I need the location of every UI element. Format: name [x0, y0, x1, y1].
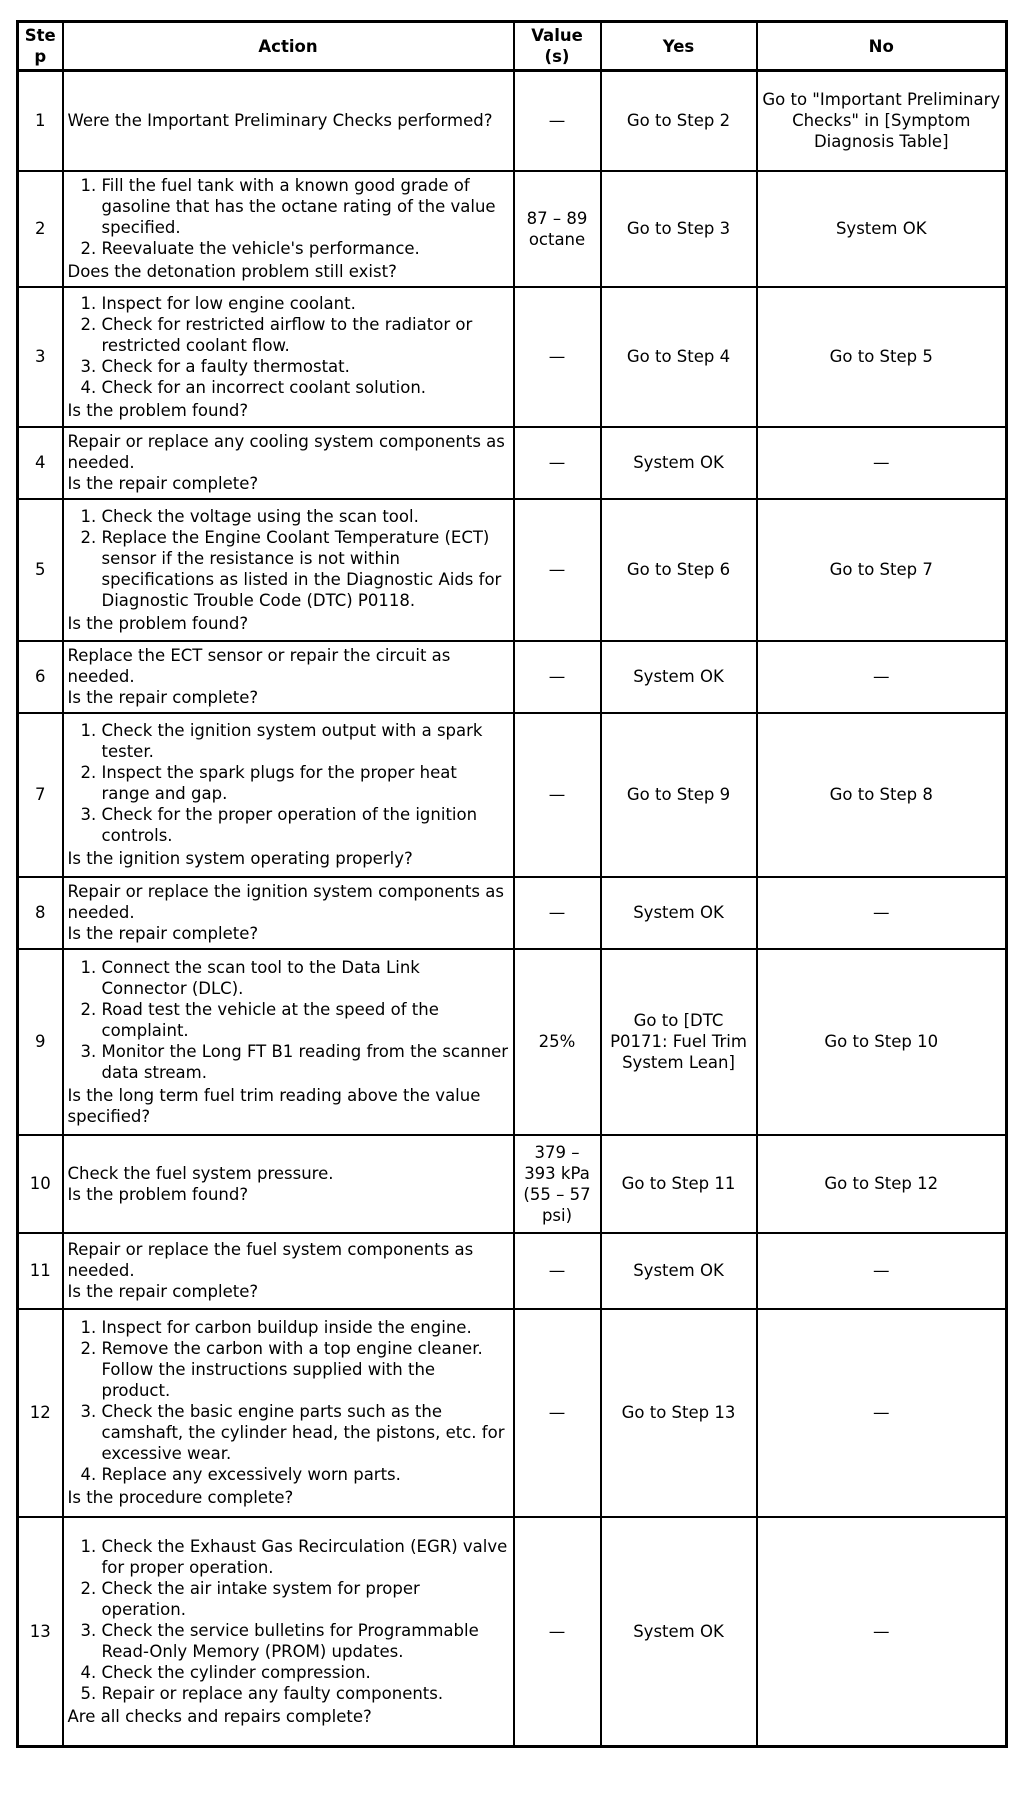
yes-cell: System OK — [601, 641, 757, 713]
action-steps-list — [68, 293, 509, 398]
table-row — [18, 499, 1007, 641]
action-question: Is the procedure complete? — [67, 1488, 294, 1507]
action-cell — [63, 877, 514, 949]
action-step-item: 2. Road test the vehicle at the speed of the complaint. — [102, 999, 509, 1041]
action-steps-list — [68, 175, 509, 259]
header-no: No — [757, 22, 1007, 71]
action-question: Does the detonation problem still exist? — [67, 262, 397, 281]
action-question: Are all checks and repairs complete? — [67, 1706, 372, 1726]
table-row — [18, 1135, 1007, 1233]
value-cell: — — [514, 877, 601, 949]
diagnostic-table — [16, 20, 1008, 1748]
step-number: 2 — [18, 171, 63, 287]
action-steps-list — [68, 1317, 509, 1485]
table-row — [18, 641, 1007, 713]
value-cell: 25% — [514, 949, 601, 1135]
value-cell: — — [514, 641, 601, 713]
action-text: Replace the ECT sensor or repair the circuit as needed. — [67, 646, 451, 686]
value-cell: — — [514, 1233, 601, 1309]
action-text: Check the fuel system pressure. — [67, 1163, 334, 1183]
no-cell: Go to Step 8 — [757, 713, 1007, 877]
no-cell: — — [757, 427, 1007, 499]
action-text: Were the Important Preliminary Checks performed? — [67, 111, 493, 131]
step-number: 12 — [18, 1309, 63, 1517]
action-step-item: 1. Inspect for carbon buildup inside the engine. — [102, 1317, 509, 1338]
action-step-item: 2. Remove the carbon with a top engine cleaner. Follow the instructions supplied with the product. — [102, 1338, 509, 1401]
action-step-item: 3. Check for a faulty thermostat. — [102, 356, 509, 377]
action-steps-list — [68, 1536, 509, 1704]
value-cell: 87 – 89 octane — [514, 171, 601, 287]
yes-cell: System OK — [601, 1233, 757, 1309]
action-cell — [63, 287, 514, 427]
diagnostic-table-container — [16, 20, 1005, 1748]
yes-cell: Go to Step 2 — [601, 71, 757, 171]
action-step-item: 1. Inspect for low engine coolant. — [102, 293, 509, 314]
step-number: 3 — [18, 287, 63, 427]
table-row — [18, 949, 1007, 1135]
yes-cell: Go to Step 4 — [601, 287, 757, 427]
action-step-item: 1. Fill the fuel tank with a known good grade of gasoline that has the octane rating of the value specified. — [102, 175, 509, 238]
action-step-item: 1. Check the Exhaust Gas Recirculation (EGR) valve for proper operation. — [102, 1536, 509, 1578]
no-cell: Go to "Important Preliminary Checks" in [Symptom Diagnosis Table] — [757, 71, 1007, 171]
value-cell: — — [514, 71, 601, 171]
value-cell: — — [514, 427, 601, 499]
action-cell — [63, 641, 514, 713]
yes-cell: Go to Step 9 — [601, 713, 757, 877]
table-row — [18, 427, 1007, 499]
table-row — [18, 71, 1007, 171]
header-step: Step — [18, 22, 63, 71]
action-step-item: 1. Check the ignition system output with a spark tester. — [102, 720, 509, 762]
step-number: 9 — [18, 949, 63, 1135]
action-cell — [63, 1309, 514, 1517]
yes-cell: System OK — [601, 427, 757, 499]
no-cell: — — [757, 1517, 1007, 1747]
action-cell — [63, 713, 514, 877]
action-question: Is the problem found? — [67, 400, 249, 420]
value-cell: — — [514, 499, 601, 641]
value-cell: — — [514, 713, 601, 877]
action-step-item: 4. Check for an incorrect coolant solution. — [102, 377, 509, 398]
yes-cell: Go to Step 3 — [601, 171, 757, 287]
step-number: 7 — [18, 713, 63, 877]
action-question: Is the problem found? — [67, 613, 249, 633]
yes-cell: Go to Step 11 — [601, 1135, 757, 1233]
yes-cell: Go to Step 13 — [601, 1309, 757, 1517]
step-number: 13 — [18, 1517, 63, 1747]
action-cell — [63, 1517, 514, 1747]
action-cell — [63, 71, 514, 171]
table-row — [18, 1233, 1007, 1309]
action-cell — [63, 1233, 514, 1309]
step-number: 6 — [18, 641, 63, 713]
table-row — [18, 287, 1007, 427]
action-text: Repair or replace any cooling system components as needed. — [67, 432, 505, 472]
action-step-item: 2. Inspect the spark plugs for the proper heat range and gap. — [102, 762, 509, 804]
step-number: 8 — [18, 877, 63, 949]
table-header-row — [18, 22, 1007, 71]
action-step-item: 5. Repair or replace any faulty components. — [102, 1683, 509, 1704]
table-row — [18, 1309, 1007, 1517]
action-step-item: 2. Replace the Engine Coolant Temperature (ECT) sensor if the resistance is not within specifications as listed in the Diagnostic Aids for Diagnostic Trouble Code (DTC) P0118. — [102, 527, 509, 611]
no-cell: Go to Step 5 — [757, 287, 1007, 427]
action-step-item: 3. Monitor the Long FT B1 reading from the scanner data stream. — [102, 1041, 509, 1083]
action-steps-list — [68, 720, 509, 846]
action-steps-list — [68, 506, 509, 611]
action-cell — [63, 171, 514, 287]
header-value: Value (s) — [514, 22, 601, 71]
value-cell: — — [514, 287, 601, 427]
yes-cell: Go to [DTC P0171: Fuel Trim System Lean] — [601, 949, 757, 1135]
yes-cell: Go to Step 6 — [601, 499, 757, 641]
action-step-item: 2. Check the air intake system for proper operation. — [102, 1578, 509, 1620]
action-question: Is the problem found? — [67, 1184, 249, 1204]
yes-cell: System OK — [601, 877, 757, 949]
value-cell: 379 – 393 kPa (55 – 57 psi) — [514, 1135, 601, 1233]
action-question: Is the repair complete? — [67, 924, 259, 943]
value-cell: — — [514, 1517, 601, 1747]
no-cell: — — [757, 877, 1007, 949]
action-step-item: 1. Connect the scan tool to the Data Link Connector (DLC). — [102, 957, 509, 999]
header-action: Action — [63, 22, 514, 71]
action-question: Is the repair complete? — [67, 1282, 259, 1301]
action-cell — [63, 1135, 514, 1233]
step-number: 5 — [18, 499, 63, 641]
action-steps-list — [68, 957, 509, 1083]
table-row — [18, 877, 1007, 949]
action-step-item: 2. Reevaluate the vehicle's performance. — [102, 238, 509, 259]
action-text: Repair or replace the ignition system components as needed. — [67, 882, 504, 922]
action-step-item: 2. Check for restricted airflow to the radiator or restricted coolant flow. — [102, 314, 509, 356]
action-step-item: 3. Check the service bulletins for Programmable Read-Only Memory (PROM) updates. — [102, 1620, 509, 1662]
step-number: 4 — [18, 427, 63, 499]
action-cell — [63, 499, 514, 641]
table-row — [18, 1517, 1007, 1747]
no-cell: System OK — [757, 171, 1007, 287]
table-row — [18, 171, 1007, 287]
action-cell — [63, 427, 514, 499]
no-cell: Go to Step 12 — [757, 1135, 1007, 1233]
no-cell: Go to Step 10 — [757, 949, 1007, 1135]
value-cell: — — [514, 1309, 601, 1517]
action-step-item: 3. Check the basic engine parts such as the camshaft, the cylinder head, the pistons, etc. for excessive wear. — [102, 1401, 509, 1464]
action-text: Repair or replace the fuel system components as needed. — [67, 1240, 474, 1280]
action-question: Is the ignition system operating properly? — [67, 849, 413, 868]
action-cell — [63, 949, 514, 1135]
yes-cell: System OK — [601, 1517, 757, 1747]
action-question: Is the repair complete? — [67, 688, 259, 707]
step-number: 1 — [18, 71, 63, 171]
no-cell: — — [757, 1233, 1007, 1309]
action-step-item: 3. Check for the proper operation of the ignition controls. — [102, 804, 509, 846]
step-number: 11 — [18, 1233, 63, 1309]
action-question: Is the repair complete? — [67, 474, 259, 493]
action-step-item: 1. Check the voltage using the scan tool. — [102, 506, 509, 527]
table-row — [18, 713, 1007, 877]
no-cell: — — [757, 641, 1007, 713]
action-step-item: 4. Check the cylinder compression. — [102, 1662, 509, 1683]
no-cell: Go to Step 7 — [757, 499, 1007, 641]
action-question: Is the long term fuel trim reading above the value specified? — [67, 1085, 481, 1126]
header-yes: Yes — [601, 22, 757, 71]
action-step-item: 4. Replace any excessively worn parts. — [102, 1464, 509, 1485]
step-number: 10 — [18, 1135, 63, 1233]
table-body — [18, 71, 1007, 1747]
no-cell: — — [757, 1309, 1007, 1517]
